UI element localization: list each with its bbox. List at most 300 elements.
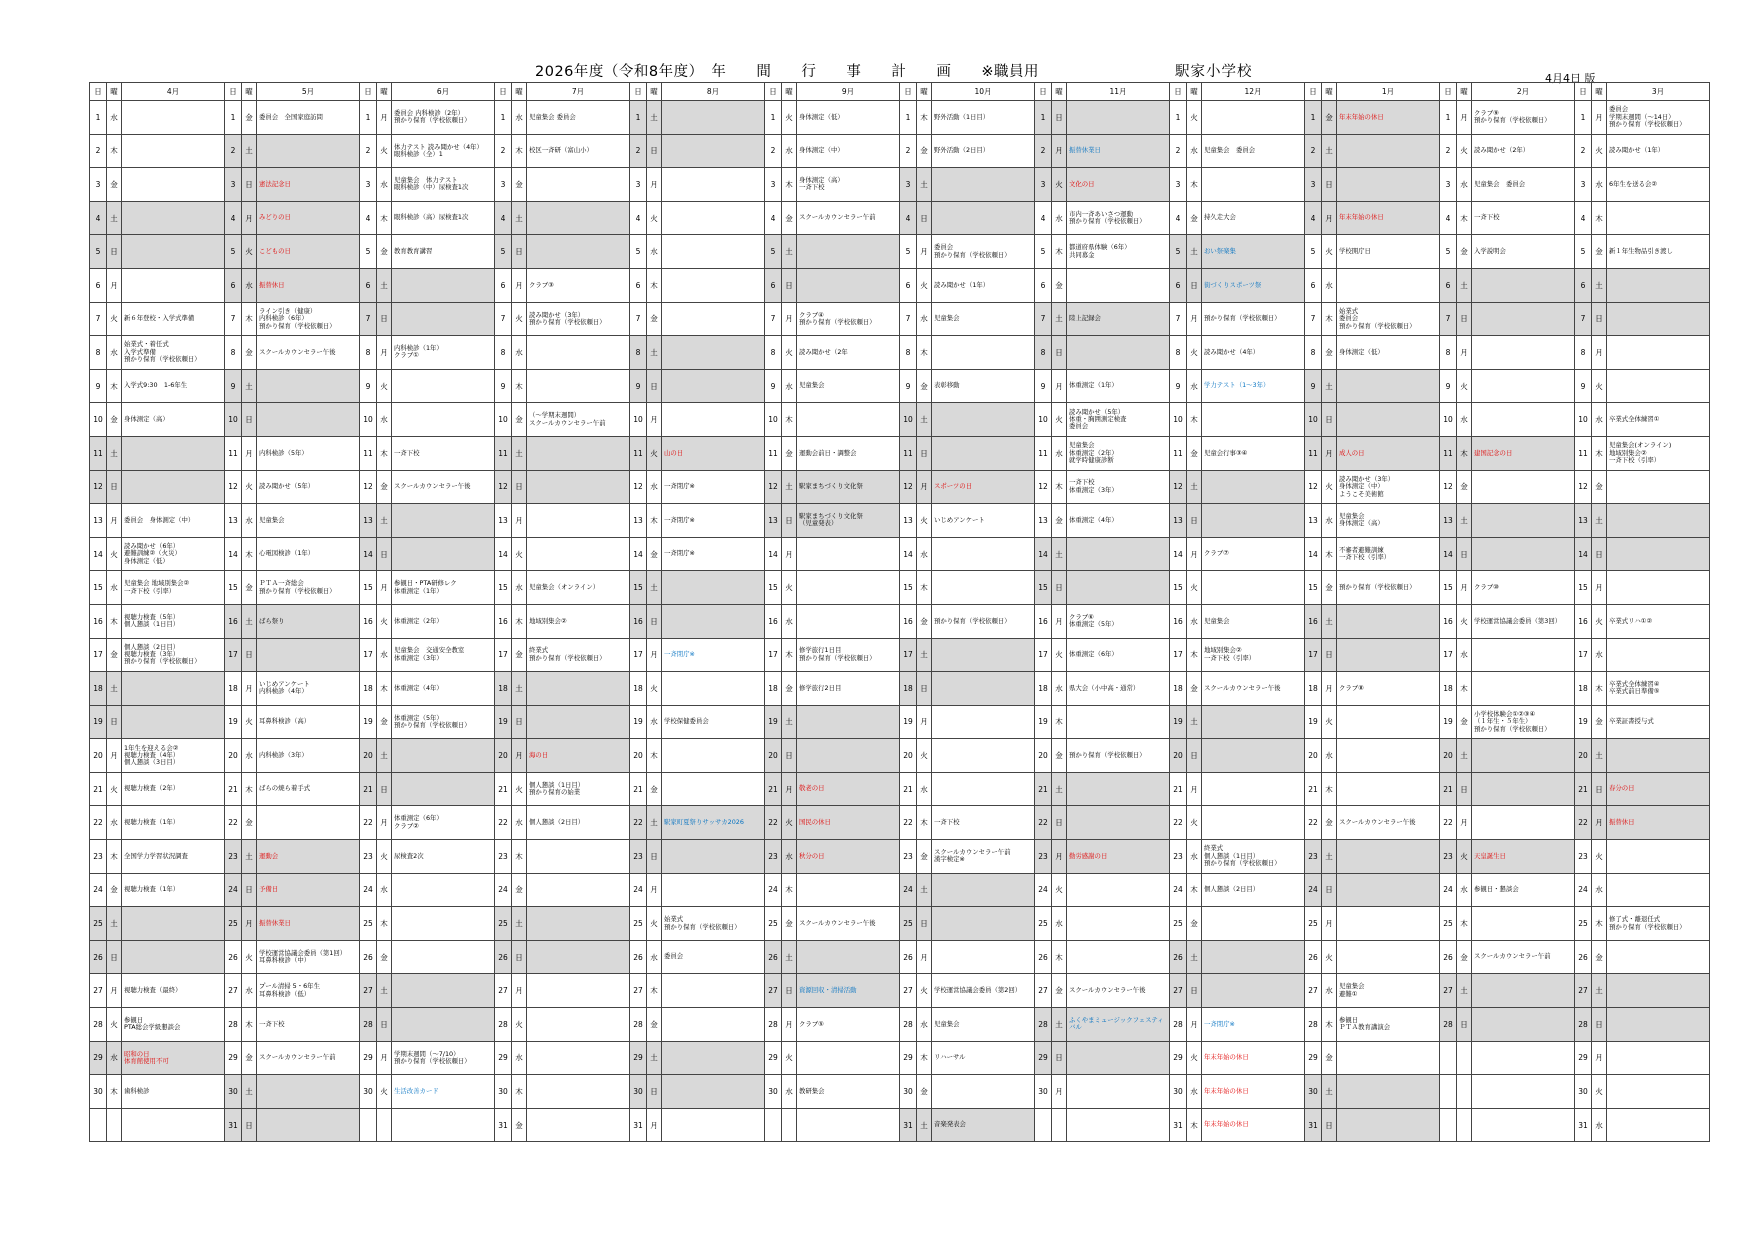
day-number: 19 [765, 705, 782, 739]
event-cell [1067, 772, 1170, 806]
event-cell [1472, 470, 1575, 504]
weekday-cell: 金 [1592, 940, 1607, 974]
weekday-cell: 金 [377, 940, 392, 974]
weekday-cell: 月 [1457, 571, 1472, 605]
weekday-cell: 日 [647, 1075, 662, 1109]
day-number: 4 [1440, 201, 1457, 235]
event-cell [1067, 537, 1170, 571]
day-row [90, 873, 1710, 907]
day-number: 13 [1575, 504, 1592, 538]
weekday-cell: 日 [512, 705, 527, 739]
weekday-cell: 日 [242, 873, 257, 907]
event-cell [1472, 537, 1575, 571]
event-cell [1607, 638, 1710, 672]
day-number: 6 [225, 268, 242, 302]
day-number: 13 [225, 504, 242, 538]
weekday-cell: 火 [1457, 134, 1472, 168]
day-number: 9 [630, 369, 647, 403]
event-cell: 卒業式リハ①② [1607, 604, 1710, 638]
day-row [90, 436, 1710, 470]
event-cell [1202, 940, 1305, 974]
month-header: 1月 [1337, 83, 1440, 101]
weekday-cell: 月 [107, 739, 122, 773]
weekday-cell: 金 [782, 436, 797, 470]
event-cell: 振替休業日 [1067, 134, 1170, 168]
event-cell: 視聴力検査（最終） [122, 974, 225, 1008]
day-number: 30 [495, 1075, 512, 1109]
weekday-cell: 水 [1592, 1108, 1607, 1142]
weekday-cell: 日 [917, 672, 932, 706]
weekday-cell: 土 [107, 201, 122, 235]
weekday-cell: 火 [1187, 1041, 1202, 1075]
day-number: 1 [1035, 101, 1052, 135]
day-row [90, 705, 1710, 739]
event-cell [1472, 1108, 1575, 1142]
day-col-header: 日 [495, 83, 512, 101]
event-cell [1202, 504, 1305, 538]
weekday-cell: 水 [1457, 873, 1472, 907]
weekday-cell: 月 [1457, 806, 1472, 840]
event-cell [122, 101, 225, 135]
day-number: 1 [1170, 101, 1187, 135]
weekday-cell: 木 [242, 1008, 257, 1042]
day-number: 13 [900, 504, 917, 538]
day-number: 3 [1440, 168, 1457, 202]
event-cell [1067, 873, 1170, 907]
weekday-cell: 金 [512, 403, 527, 437]
day-number: 7 [1440, 302, 1457, 336]
event-cell: 個人懇談（2日目） 視聴力検査（3年） 預かり保育（学校依頼日） [122, 638, 225, 672]
event-cell [932, 336, 1035, 370]
event-cell [1607, 201, 1710, 235]
event-cell [662, 1041, 765, 1075]
weekday-cell: 金 [242, 806, 257, 840]
weekday-col-header: 曜 [242, 83, 257, 101]
weekday-cell: 土 [377, 504, 392, 538]
day-number: 22 [495, 806, 512, 840]
day-number: 19 [1170, 705, 1187, 739]
day-number: 9 [225, 369, 242, 403]
weekday-cell: 木 [377, 201, 392, 235]
event-cell: 委員会 内科検診（2年） 預かり保育（学校依頼日） [392, 101, 495, 135]
event-cell [1472, 403, 1575, 437]
day-row [90, 168, 1710, 202]
weekday-cell: 月 [1187, 302, 1202, 336]
day-number: 27 [1440, 974, 1457, 1008]
weekday-cell: 月 [1052, 840, 1067, 874]
event-cell: 野外活動（2日目） [932, 134, 1035, 168]
event-cell [932, 168, 1035, 202]
weekday-cell: 土 [1052, 302, 1067, 336]
event-cell [257, 1075, 360, 1109]
weekday-cell: 火 [782, 336, 797, 370]
day-number: 14 [1575, 537, 1592, 571]
event-cell [527, 974, 630, 1008]
weekday-cell: 水 [1322, 974, 1337, 1008]
day-row [90, 907, 1710, 941]
event-cell [1337, 638, 1440, 672]
weekday-cell: 水 [1322, 268, 1337, 302]
day-number: 7 [90, 302, 107, 336]
weekday-cell: 火 [1052, 403, 1067, 437]
event-cell [797, 873, 900, 907]
weekday-cell: 月 [242, 201, 257, 235]
weekday-cell: 水 [1457, 403, 1472, 437]
event-cell [122, 168, 225, 202]
weekday-cell: 月 [917, 470, 932, 504]
weekday-cell: 水 [1187, 134, 1202, 168]
weekday-cell: 金 [242, 101, 257, 135]
weekday-cell: 火 [1052, 873, 1067, 907]
weekday-cell: 火 [107, 302, 122, 336]
weekday-cell [1457, 1041, 1472, 1075]
weekday-cell: 月 [242, 436, 257, 470]
weekday-cell: 土 [917, 638, 932, 672]
event-cell [527, 470, 630, 504]
day-number: 18 [225, 672, 242, 706]
day-number: 9 [1305, 369, 1322, 403]
event-cell: 児童集会 [797, 369, 900, 403]
day-number: 21 [900, 772, 917, 806]
weekday-cell: 火 [377, 840, 392, 874]
event-cell: 春分の日 [1607, 772, 1710, 806]
day-number: 9 [1035, 369, 1052, 403]
weekday-cell: 火 [1592, 1075, 1607, 1109]
event-cell: スクールカウンセラー午前 漢字検定※ [932, 840, 1035, 874]
event-cell [527, 168, 630, 202]
weekday-cell: 日 [1187, 974, 1202, 1008]
weekday-cell: 日 [1457, 302, 1472, 336]
event-cell: ばらの焼ら着手式 [257, 772, 360, 806]
weekday-cell: 水 [647, 470, 662, 504]
event-cell [1337, 739, 1440, 773]
month-header: 12月 [1202, 83, 1305, 101]
weekday-cell: 土 [647, 571, 662, 605]
weekday-cell: 月 [917, 235, 932, 269]
weekday-col-header: 曜 [512, 83, 527, 101]
day-number: 23 [900, 840, 917, 874]
day-number: 7 [1170, 302, 1187, 336]
day-number: 4 [765, 201, 782, 235]
day-number: 14 [900, 537, 917, 571]
weekday-cell: 火 [917, 268, 932, 302]
event-cell [1607, 268, 1710, 302]
event-cell: 尿検査2次 [392, 840, 495, 874]
day-number: 13 [1035, 504, 1052, 538]
day-row [90, 235, 1710, 269]
day-number: 9 [1575, 369, 1592, 403]
event-cell [1607, 873, 1710, 907]
day-number: 5 [1035, 235, 1052, 269]
event-cell [527, 907, 630, 941]
weekday-cell: 日 [1052, 1041, 1067, 1075]
event-cell [1472, 302, 1575, 336]
weekday-cell: 土 [1187, 705, 1202, 739]
weekday-cell: 月 [1322, 436, 1337, 470]
day-number: 30 [900, 1075, 917, 1109]
day-number: 9 [495, 369, 512, 403]
weekday-cell: 月 [1592, 1041, 1607, 1075]
weekday-cell: 木 [1457, 672, 1472, 706]
day-number: 2 [1170, 134, 1187, 168]
weekday-cell: 水 [242, 974, 257, 1008]
event-cell: 児童集会 委員会 [527, 101, 630, 135]
day-number: 20 [90, 739, 107, 773]
event-cell: 内科検診（3年） [257, 739, 360, 773]
event-cell [392, 907, 495, 941]
day-number: 7 [900, 302, 917, 336]
day-number: 16 [630, 604, 647, 638]
day-number: 22 [630, 806, 647, 840]
weekday-cell: 木 [242, 772, 257, 806]
day-number: 24 [1035, 873, 1052, 907]
event-cell [527, 1008, 630, 1042]
event-cell: 体重測定（5年） 預かり保育（学校依頼日） [392, 705, 495, 739]
weekday-cell: 金 [917, 604, 932, 638]
weekday-cell: 木 [782, 168, 797, 202]
weekday-cell: 火 [1322, 235, 1337, 269]
day-number: 11 [900, 436, 917, 470]
page-title: 2026年度（令和8年度） 年 間 行 事 計 画 ※職員用 [535, 64, 1040, 80]
day-number: 21 [630, 772, 647, 806]
event-cell [662, 168, 765, 202]
event-cell [932, 638, 1035, 672]
annual-calendar-table [89, 82, 1710, 1142]
event-cell [392, 403, 495, 437]
day-number [360, 1108, 377, 1142]
weekday-cell: 火 [1322, 705, 1337, 739]
day-number: 26 [1575, 940, 1592, 974]
day-number: 19 [495, 705, 512, 739]
event-cell: 駅家町夏祭りサッサカ2026 [662, 806, 765, 840]
day-number: 1 [90, 101, 107, 135]
day-number: 17 [1575, 638, 1592, 672]
event-cell [1472, 672, 1575, 706]
day-number: 7 [1035, 302, 1052, 336]
day-number: 21 [360, 772, 377, 806]
event-cell [1472, 806, 1575, 840]
event-cell: クラブ⑧ [1337, 672, 1440, 706]
weekday-cell: 月 [782, 537, 797, 571]
day-number: 9 [90, 369, 107, 403]
day-number: 12 [1170, 470, 1187, 504]
event-cell [932, 571, 1035, 605]
event-cell [527, 1041, 630, 1075]
day-number: 15 [225, 571, 242, 605]
event-cell: 体重測定（4年） [392, 672, 495, 706]
day-number: 10 [630, 403, 647, 437]
weekday-cell: 月 [377, 336, 392, 370]
weekday-cell: 木 [1457, 907, 1472, 941]
version-label: 4月4日 版 [1545, 72, 1596, 85]
event-cell [1337, 907, 1440, 941]
event-cell [932, 907, 1035, 941]
event-cell: スクールカウンセラー午前 [257, 1041, 360, 1075]
day-number: 1 [495, 101, 512, 135]
day-number: 2 [900, 134, 917, 168]
event-cell [1202, 907, 1305, 941]
event-cell [257, 369, 360, 403]
weekday-cell: 金 [1187, 201, 1202, 235]
weekday-cell: 水 [782, 840, 797, 874]
weekday-cell: 日 [1187, 504, 1202, 538]
event-cell: 個人懇談（2日目） [1202, 873, 1305, 907]
day-row [90, 302, 1710, 336]
day-number: 23 [1440, 840, 1457, 874]
event-cell [1067, 940, 1170, 974]
weekday-cell: 月 [377, 101, 392, 135]
event-cell: スクールカウンセラー午後 [1202, 672, 1305, 706]
day-number: 16 [900, 604, 917, 638]
event-cell [1337, 268, 1440, 302]
event-cell [1472, 336, 1575, 370]
weekday-cell: 水 [782, 134, 797, 168]
weekday-cell: 月 [1187, 772, 1202, 806]
weekday-cell: 土 [377, 739, 392, 773]
event-cell: 視聴力検査（2年） [122, 772, 225, 806]
weekday-cell: 木 [647, 268, 662, 302]
day-number: 22 [1035, 806, 1052, 840]
weekday-cell [782, 1108, 797, 1142]
event-cell [1067, 268, 1170, 302]
event-cell [527, 336, 630, 370]
event-cell [932, 201, 1035, 235]
weekday-cell: 火 [242, 235, 257, 269]
day-number: 8 [1305, 336, 1322, 370]
weekday-cell: 金 [107, 168, 122, 202]
day-number: 23 [1575, 840, 1592, 874]
event-cell: 児童会行事③④ [1202, 436, 1305, 470]
day-number: 29 [225, 1041, 242, 1075]
weekday-col-header: 曜 [377, 83, 392, 101]
weekday-cell: 日 [1052, 336, 1067, 370]
day-number: 17 [900, 638, 917, 672]
event-cell [122, 470, 225, 504]
weekday-cell: 木 [1187, 168, 1202, 202]
day-number: 18 [1575, 672, 1592, 706]
weekday-cell: 日 [1052, 571, 1067, 605]
weekday-cell: 土 [1322, 369, 1337, 403]
day-number: 28 [765, 1008, 782, 1042]
event-cell: スクールカウンセラー午後 [797, 907, 900, 941]
event-cell: 児童集会 委員会 [1202, 134, 1305, 168]
event-cell: 一斉閉庁※ [662, 537, 765, 571]
day-number: 6 [90, 268, 107, 302]
day-number: 22 [225, 806, 242, 840]
day-col-header: 日 [765, 83, 782, 101]
event-cell [932, 403, 1035, 437]
day-number: 6 [495, 268, 512, 302]
weekday-cell: 月 [107, 974, 122, 1008]
weekday-cell: 月 [1052, 369, 1067, 403]
day-number: 25 [1170, 907, 1187, 941]
event-cell [1472, 907, 1575, 941]
day-number: 5 [1305, 235, 1322, 269]
weekday-cell: 水 [782, 369, 797, 403]
event-cell [1607, 1108, 1710, 1142]
day-number: 18 [1440, 672, 1457, 706]
weekday-cell: 土 [107, 672, 122, 706]
day-row [90, 336, 1710, 370]
day-number: 9 [900, 369, 917, 403]
event-cell: 一斉下校 [392, 436, 495, 470]
event-cell: クラブ④ 預かり保育（学校依頼日） [797, 302, 900, 336]
day-number: 5 [225, 235, 242, 269]
weekday-cell: 金 [107, 873, 122, 907]
day-number: 27 [1170, 974, 1187, 1008]
weekday-cell: 金 [647, 537, 662, 571]
day-number: 12 [1440, 470, 1457, 504]
event-cell [1607, 940, 1710, 974]
event-cell: 学校開庁日 [1337, 235, 1440, 269]
weekday-cell: 金 [242, 571, 257, 605]
day-number: 25 [225, 907, 242, 941]
event-cell [527, 1108, 630, 1142]
weekday-cell: 金 [107, 638, 122, 672]
day-number: 27 [90, 974, 107, 1008]
day-number: 23 [1035, 840, 1052, 874]
day-number: 23 [765, 840, 782, 874]
weekday-cell: 金 [1322, 571, 1337, 605]
event-cell [1472, 369, 1575, 403]
event-cell: プール清掃 5・6年生 耳鼻科検診（低） [257, 974, 360, 1008]
event-cell: 眼科検診（高）尿検査1次 [392, 201, 495, 235]
event-cell: 歯科検診 [122, 1075, 225, 1109]
weekday-cell: 金 [377, 705, 392, 739]
weekday-cell: 日 [647, 604, 662, 638]
day-number: 29 [765, 1041, 782, 1075]
weekday-cell: 土 [377, 268, 392, 302]
day-number: 28 [360, 1008, 377, 1042]
event-cell: 読み聞かせ（1年） [1607, 134, 1710, 168]
day-number: 20 [1305, 739, 1322, 773]
day-number: 1 [1575, 101, 1592, 135]
day-number: 24 [1170, 873, 1187, 907]
day-number: 5 [900, 235, 917, 269]
day-number: 15 [1575, 571, 1592, 605]
day-number: 12 [495, 470, 512, 504]
day-number: 10 [360, 403, 377, 437]
day-number: 21 [1440, 772, 1457, 806]
event-cell: 心電図検診（1年） [257, 537, 360, 571]
day-number: 15 [1440, 571, 1457, 605]
event-cell: 都道府県体験（6年） 共同募金 [1067, 235, 1170, 269]
event-cell: クラブ③ [527, 268, 630, 302]
weekday-cell: 金 [647, 1008, 662, 1042]
event-cell [1337, 940, 1440, 974]
weekday-cell: 木 [1457, 436, 1472, 470]
weekday-cell: 木 [917, 1041, 932, 1075]
weekday-cell: 木 [1187, 873, 1202, 907]
weekday-cell: 月 [1322, 672, 1337, 706]
event-cell: 表彰移動 [932, 369, 1035, 403]
weekday-cell: 金 [1457, 705, 1472, 739]
day-number: 30 [1170, 1075, 1187, 1109]
event-cell: 児童集会 身体測定（高） [1337, 504, 1440, 538]
weekday-cell: 木 [1322, 1008, 1337, 1042]
weekday-cell: 木 [107, 840, 122, 874]
event-cell: 視聴力検査（1年） [122, 806, 225, 840]
event-cell: 身体測定（低） [797, 101, 900, 135]
weekday-cell: 火 [1322, 940, 1337, 974]
event-cell [1607, 369, 1710, 403]
event-cell: 終業式 預かり保育（学校依頼日） [527, 638, 630, 672]
weekday-cell: 火 [647, 672, 662, 706]
day-number: 24 [1305, 873, 1322, 907]
day-number: 20 [630, 739, 647, 773]
weekday-cell: 月 [917, 705, 932, 739]
event-cell: 地域別集会② 一斉下校（引率） [1202, 638, 1305, 672]
